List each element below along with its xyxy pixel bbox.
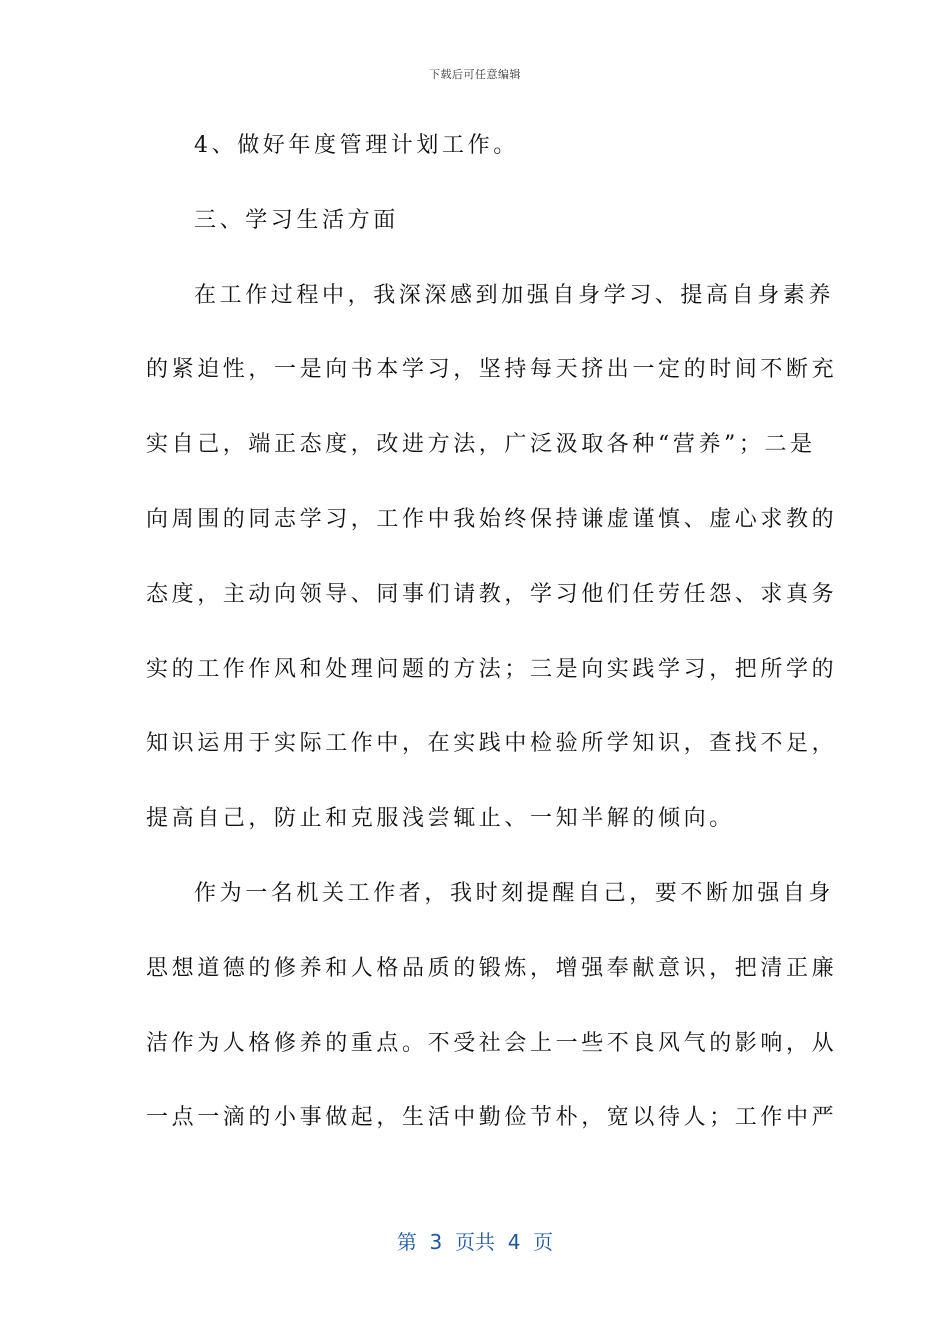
paragraph-line: 在工作过程中，我深深感到加强自身学习、提高自身素养 (194, 283, 835, 308)
paragraph-line: 作为一名机关工作者，我时刻提醒自己，要不断加强自身 (194, 881, 835, 906)
paragraph-line: 思想道德的修养和人格品质的锻炼，增强奉献意识，把清正廉 (146, 956, 838, 981)
list-item-heading: 4、做好年度管理计划工作。 (194, 133, 519, 158)
section-heading: 三、学习生活方面 (194, 208, 399, 233)
paragraph-line: 知识运用于实际工作中，在实践中检验所学知识，查找不足， (146, 731, 838, 756)
paragraph-line: 洁作为人格修养的重点。不受社会上一些不良风气的影响，从 (146, 1031, 838, 1056)
paragraph-line: 实的工作作风和处理问题的方法；三是向实践学习，把所学的 (146, 657, 838, 682)
page-header: 下载后可任意编辑 (429, 68, 521, 81)
paragraph-line: 一点一滴的小事做起，生活中勤俭节朴，宽以待人；工作中严 (146, 1105, 838, 1130)
paragraph-line: 向周围的同志学习，工作中我始终保持谦虚谨慎、虚心求教的 (146, 507, 838, 532)
paragraph-line: 提高自己，防止和克服浅尝辄止、一知半解的倾向。 (146, 806, 735, 831)
page-number-footer: 第 3 页共 4 页 (396, 1230, 554, 1254)
paragraph-line: 的紧迫性，一是向书本学习，坚持每天挤出一定的时间不断充 (146, 357, 838, 382)
paragraph-line: 实自己，端正态度，改进方法，广泛汲取各种“营养”；二是 (146, 432, 816, 457)
paragraph-line: 态度，主动向领导、同事们请教，学习他们任劳任怨、求真务 (146, 582, 838, 607)
